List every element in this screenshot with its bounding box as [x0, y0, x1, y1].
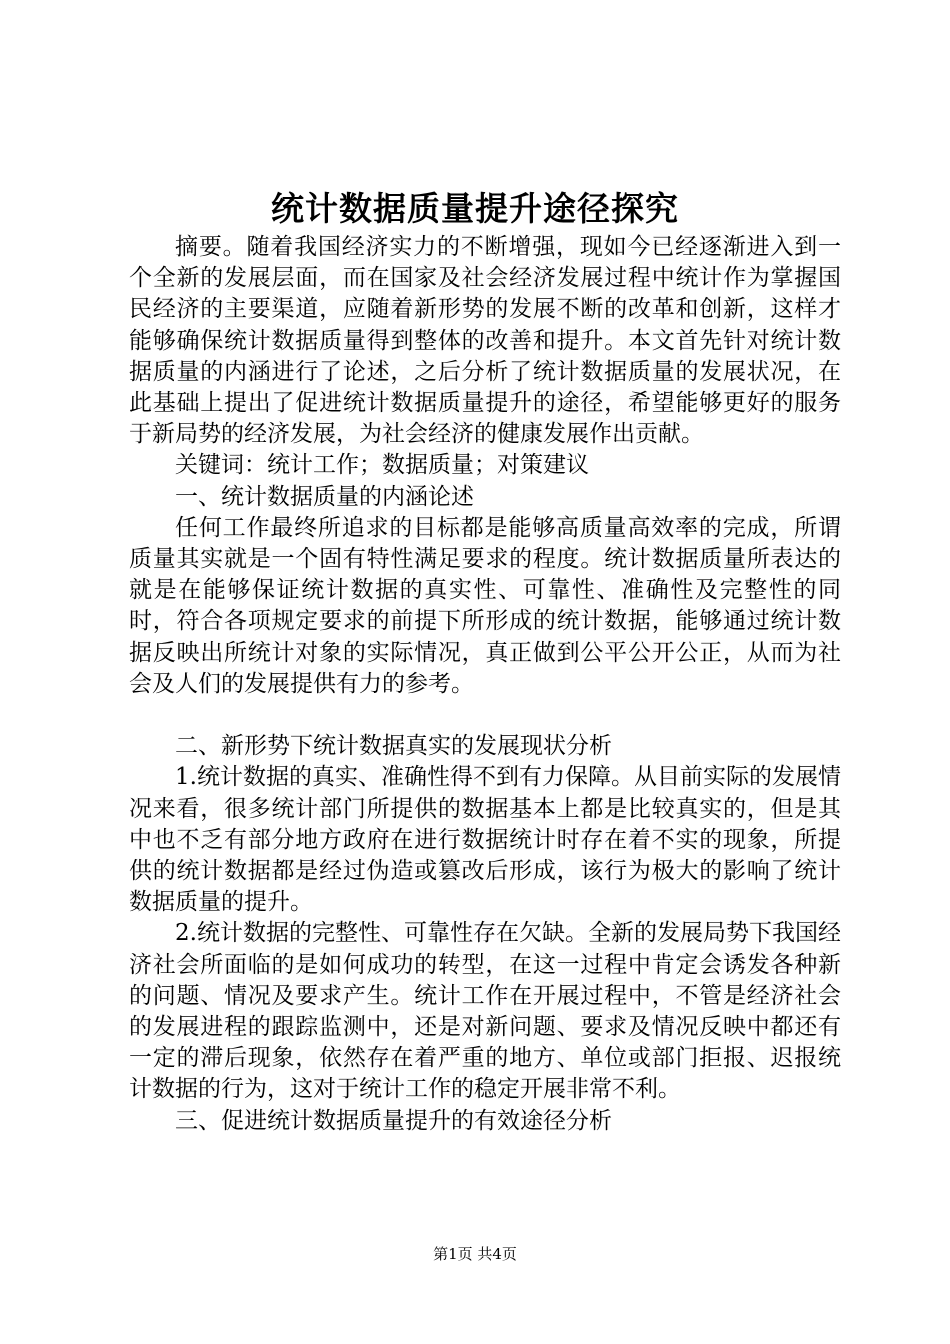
- body-paragraph: 2.统计数据的完整性、可靠性存在欠缺。全新的发展局势下我国经济社会所面临的是如何成功的转型，在这一过程中肯定会诱发各种新的问题、情况及要求产生。统计工作在开展过程中，不管是经济社会的发展进程的跟踪监测中，还是对新问题、要求及情况反映中都还有一定的滞后现象，依然存在着严重的地方、单位或部门拒报、迟报统计数据的行为，这对于统计工作的稳定开展非常不利。: [129, 920, 841, 1103]
- section-heading-2: 二、新形势下统计数据真实的发展现状分析: [175, 733, 612, 760]
- body-paragraph: 任何工作最终所追求的目标都是能够高质量高效率的完成，所谓质量其实就是一个固有特性满足要求的程度。统计数据质量所表达的就是在能够保证统计数据的真实性、可靠性、准确性及完整性的同时，符合各项规定要求的前提下所形成的统计数据，能够通过统计数据反映出所统计对象的实际情况，真正做到公平公开公正，从而为社会及人们的发展提供有力的参考。: [129, 514, 841, 697]
- page-number-footer: 第1页 共4页: [433, 1245, 517, 1263]
- abstract-paragraph: 摘要。随着我国经济实力的不断增强，现如今已经逐渐进入到一个全新的发展层面，而在国家及社会经济发展过程中统计作为掌握国民经济的主要渠道，应随着新形势的发展不断的改革和创新，这样才能够确保统计数据质量得到整体的改善和提升。本文首先针对统计数据质量的内涵进行了论述，之后分析了统计数据质量的发展状况，在此基础上提出了促进统计数据质量提升的途径，希望能够更好的服务于新局势的经济发展，为社会经济的健康发展作出贡献。: [129, 234, 841, 448]
- keywords-line: 关键词：统计工作；数据质量；对策建议: [175, 452, 589, 479]
- document-title: 统计数据质量提升途径探究: [271, 189, 679, 228]
- section-heading-1: 一、统计数据质量的内涵论述: [175, 483, 474, 510]
- section-heading-3: 三、促进统计数据质量提升的有效途径分析: [175, 1107, 612, 1134]
- body-paragraph: 1.统计数据的真实、准确性得不到有力保障。从目前实际的发展情况来看，很多统计部门所提供的数据基本上都是比较真实的，但是其中也不乏有部分地方政府在进行数据统计时存在着不实的现象，所提供的统计数据都是经过伪造或篡改后形成，该行为极大的影响了统计数据质量的提升。: [129, 764, 841, 916]
- document-body: [129, 232, 841, 1137]
